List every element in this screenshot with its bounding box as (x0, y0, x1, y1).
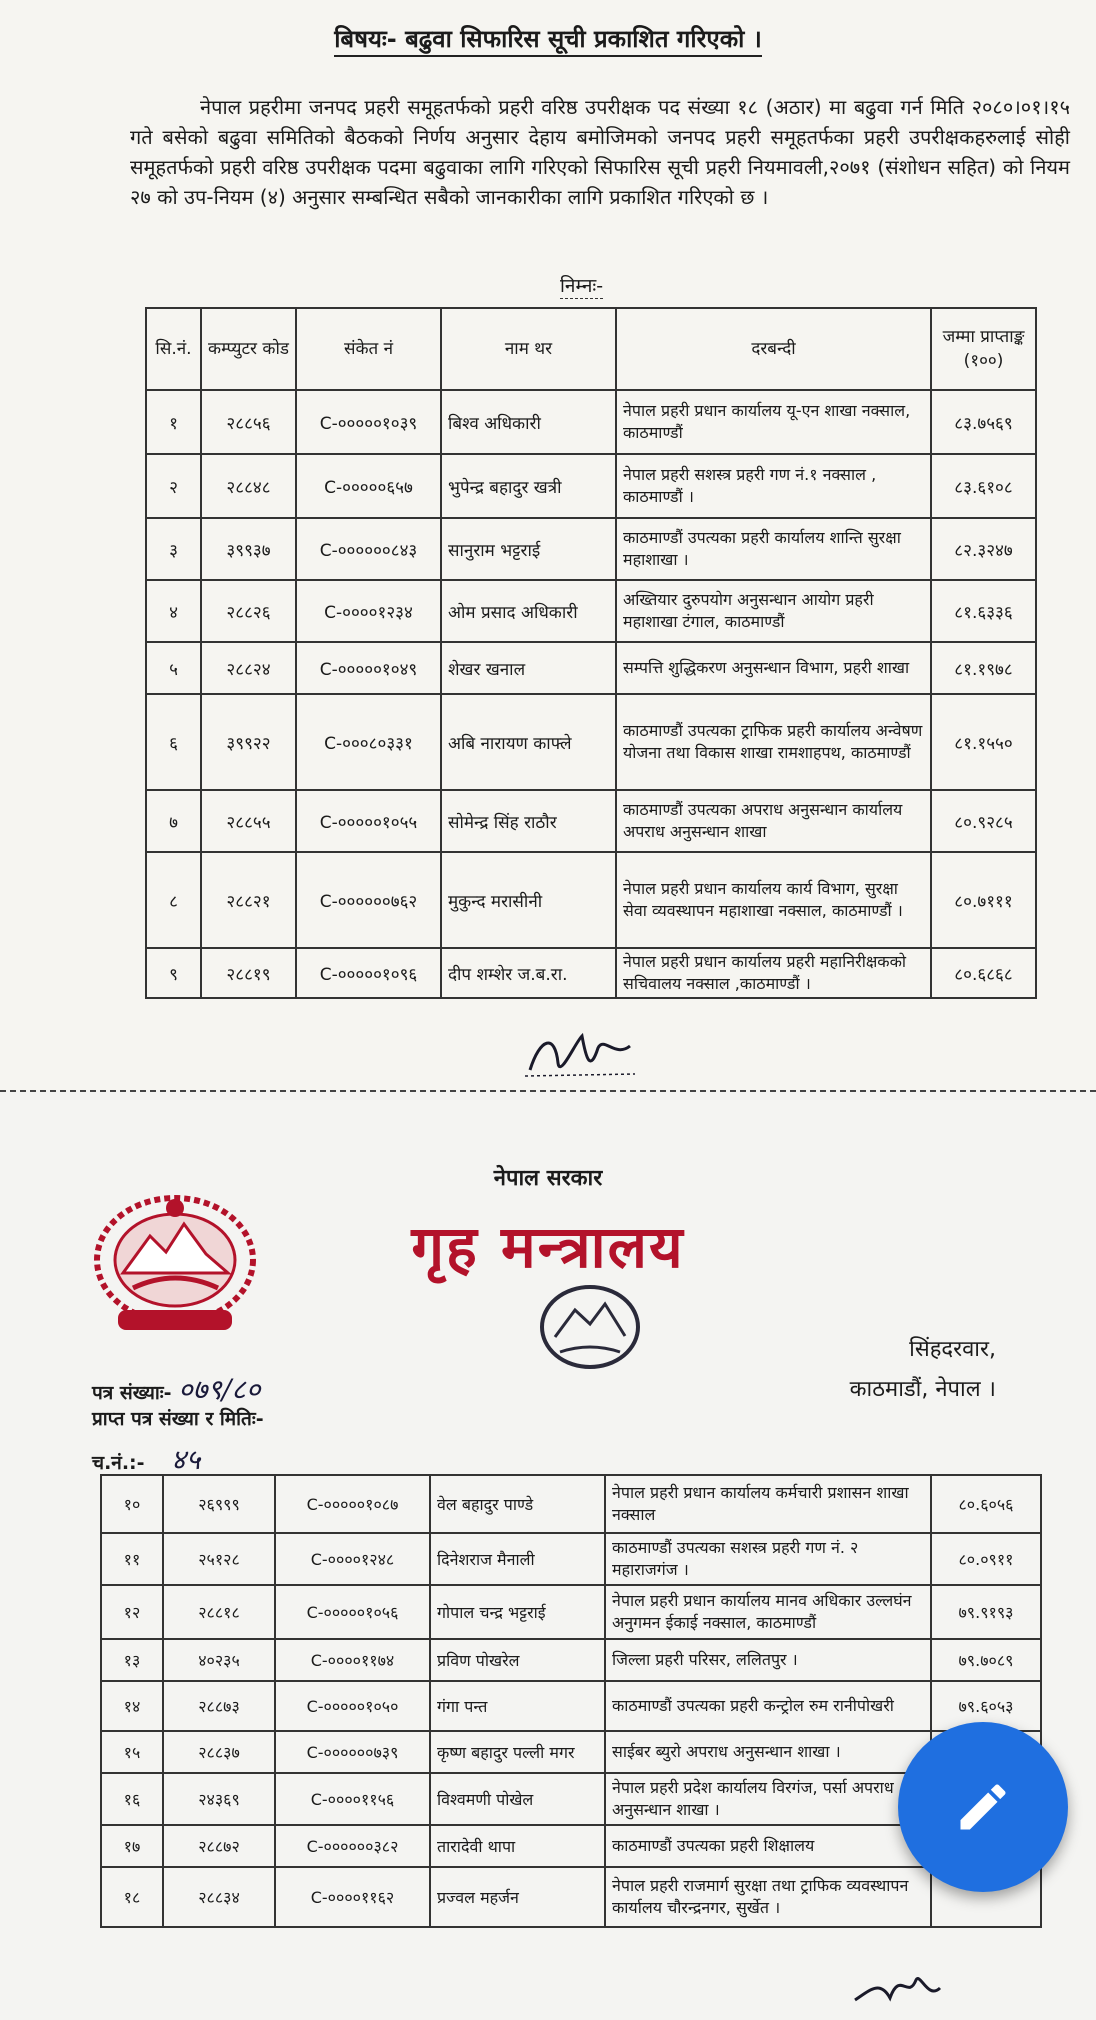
cell-symbol-no: C-०००८०३३१ (296, 694, 441, 790)
cell-computer-code: ३९९३७ (201, 518, 296, 580)
table-body-page2 (101, 1475, 1041, 1927)
address-line-1: सिंहदरवार, (909, 1337, 996, 1362)
cell-symbol-no: C-००००११५६ (275, 1773, 430, 1825)
header-score: जम्मा प्राप्ताङ्क (१००) (931, 308, 1036, 390)
cell-name: गोपाल चन्द्र भट्टराई (430, 1585, 605, 1639)
cell-post: नेपाल प्रहरी प्रधान कार्यालय मानव अधिकार उल्लघंन अनुगमन ईकाई नक्साल, काठमाण्डौं (605, 1585, 931, 1639)
cell-sn: १ (146, 390, 201, 454)
cell-computer-code: ४०२३५ (163, 1639, 275, 1681)
cell-symbol-no: C-००००००८४३ (296, 518, 441, 580)
cell-post: जिल्ला प्रहरी परिसर, ललितपुर । (605, 1639, 931, 1681)
recommendation-table-page2 (100, 1474, 1042, 1928)
cell-post: काठमाण्डौं उपत्यका ट्राफिक प्रहरी कार्यालय अन्वेषण योजना तथा विकास शाखा रामशाहपथ, काठमाण्डौं (616, 694, 931, 790)
cell-score: ८०.६०५६ (931, 1475, 1041, 1533)
cell-sn: ६ (146, 694, 201, 790)
table-row (146, 580, 1036, 642)
cell-score: ८१.१५५० (931, 694, 1036, 790)
cell-computer-code: २८८३४ (163, 1867, 275, 1927)
signature-2 (850, 1960, 970, 2010)
header-post: दरबन्दी (616, 308, 931, 390)
cell-symbol-no: C-००००१२४८ (275, 1533, 430, 1585)
cell-score: ७९.६०५३ (931, 1681, 1041, 1731)
cell-sn: ५ (146, 642, 201, 694)
cell-computer-code: २८८२४ (201, 642, 296, 694)
table-row (146, 390, 1036, 454)
received-letter-row (92, 1405, 264, 1431)
cell-computer-code: २८८१९ (201, 948, 296, 998)
cell-computer-code: २८८२१ (201, 852, 296, 948)
cell-computer-code: २८८७३ (163, 1681, 275, 1731)
cell-score: ८०.६८६८ (931, 948, 1036, 998)
cell-name: प्रविण पोखरेल (430, 1639, 605, 1681)
header-name: नाम थर (441, 308, 616, 390)
cell-post: काठमाण्डौं उपत्यका प्रहरी शिक्षालय (605, 1825, 931, 1867)
dispatch-number-label: च.नं.:- (92, 1452, 145, 1474)
signature-1 (520, 1018, 640, 1088)
cell-post: साईबर ब्युरो अपराध अनुसन्धान शाखा । (605, 1731, 931, 1773)
table-row (101, 1639, 1041, 1681)
table-row (146, 790, 1036, 852)
cell-sn: १२ (101, 1585, 163, 1639)
cell-sn: ९ (146, 948, 201, 998)
dispatch-number-value: ४५ (171, 1443, 201, 1476)
cell-computer-code: २६९९९ (163, 1475, 275, 1533)
cell-symbol-no: C-००००००७६२ (296, 852, 441, 948)
letter-number-label: पत्र संख्याः- (92, 1382, 172, 1404)
cell-post: नेपाल प्रहरी प्रधान कार्यालय कर्मचारी प्रशासन शाखा नक्साल (605, 1475, 931, 1533)
cell-post: नेपाल प्रहरी प्रधान कार्यालय कार्य विभाग, सुरक्षा सेवा व्यवस्थापन महाशाखा नक्साल, काठमाण्डौं । (616, 852, 931, 948)
letter-number-row (92, 1370, 260, 1408)
header-symbol-no: संकेत नं (296, 308, 441, 390)
cell-computer-code: २५१२८ (163, 1533, 275, 1585)
table-row (146, 694, 1036, 790)
letter-number-value: ०७९/८० (178, 1373, 261, 1406)
cell-post: नेपाल प्रहरी राजमार्ग सुरक्षा तथा ट्राफिक व्यवस्थापन कार्यालय चौरन्द्रनगर, सुर्खेत । (605, 1867, 931, 1927)
dispatch-number-row (92, 1440, 200, 1478)
cell-symbol-no: C-००००००३८२ (275, 1825, 430, 1867)
cell-name: तारादेवी थापा (430, 1825, 605, 1867)
ministry-stamp-icon (520, 1272, 700, 1412)
cell-computer-code: २८८५६ (201, 390, 296, 454)
cell-symbol-no: C-००००११७४ (275, 1639, 430, 1681)
cell-symbol-no: C-०००००१०३९ (296, 390, 441, 454)
cell-post: नेपाल प्रहरी प्रदेश कार्यालय विरगंज, पर्सा अपराध अनुसन्धान शाखा । (605, 1773, 931, 1825)
cell-score: ८२.३२४७ (931, 518, 1036, 580)
cell-name: मुकुन्द मरासीनी (441, 852, 616, 948)
address-line-2: काठमाडौं, नेपाल । (849, 1377, 996, 1402)
recommendation-table-page1 (145, 307, 1037, 999)
cell-name: अबि नारायण काफ्ले (441, 694, 616, 790)
cell-symbol-no: C-०००००१०५६ (275, 1585, 430, 1639)
cell-score: ८१.१९७८ (931, 642, 1036, 694)
header-computer-code: कम्प्युटर कोड (201, 308, 296, 390)
received-letter-label: प्राप्त पत्र संख्या र मितिः- (92, 1408, 264, 1430)
cell-sn: २ (146, 454, 201, 518)
cell-score: ७९.७०८९ (931, 1639, 1041, 1681)
government-label: नेपाल सरकार (493, 1166, 603, 1191)
table-row (101, 1475, 1041, 1533)
cell-computer-code: २८८४८ (201, 454, 296, 518)
table-row (146, 518, 1036, 580)
cell-post: नेपाल प्रहरी प्रधान कार्यालय प्रहरी महानिरीक्षकको सचिवालय नक्साल ,काठमाण्डौं । (616, 948, 931, 998)
cell-sn: १६ (101, 1773, 163, 1825)
cell-symbol-no: C-००००१२३४ (296, 580, 441, 642)
following-label: निम्नः- (560, 272, 603, 299)
cell-post: सम्पत्ति शुद्धिकरण अनुसन्धान विभाग, प्रहरी शाखा (616, 642, 931, 694)
cell-symbol-no: C-००००११६२ (275, 1867, 430, 1927)
cell-score: ८०.७१११ (931, 852, 1036, 948)
table-row (101, 1825, 1041, 1867)
cell-post: काठमाण्डौं उपत्यका अपराध अनुसन्धान कार्यालय अपराध अनुसन्धान शाखा (616, 790, 931, 852)
cell-computer-code: २८८३७ (163, 1731, 275, 1773)
cell-symbol-no: C-०००००१०५० (275, 1681, 430, 1731)
cell-score: ८३.६१०८ (931, 454, 1036, 518)
cell-computer-code: २८८७२ (163, 1825, 275, 1867)
cell-name: ओम प्रसाद अधिकारी (441, 580, 616, 642)
cell-sn: ४ (146, 580, 201, 642)
cell-symbol-no: C-०००००१०४९ (296, 642, 441, 694)
notice-paragraph: नेपाल प्रहरीमा जनपद प्रहरी समूहतर्फको प्रहरी वरिष्ठ उपरीक्षक पद संख्या १८ (अठार) मा बढुवा गर्न मिति २०८०।०१।१५ गते बसेको बढुवा समितिको बैठकको निर्णय अनुसार देहाय बमोजिमको जनपद प्रहरी समूहतर्फका प्रहरी उपरीक्षकहरुलाई सोही समूहतर्फको प्रहरी वरिष्ठ उपरीक्षक पदमा बढुवाका लागि गरिएको सिफारिस सूची प्रहरी नियमावली,२०७१ (संशोधन सहित) को नियम २७ को उप-नियम (४) अनुसार सम्बन्धित सबैको जानकारीका लागि प्रकाशित गरिएको छ । (130, 95, 1070, 209)
table-row (146, 852, 1036, 948)
cell-symbol-no: C-०००००१०९६ (296, 948, 441, 998)
cell-sn: ८ (146, 852, 201, 948)
cell-score: ८०.९२८५ (931, 790, 1036, 852)
cell-name: दिनेशराज मैनाली (430, 1533, 605, 1585)
table-body-page1 (146, 390, 1036, 998)
cell-computer-code: २८८२६ (201, 580, 296, 642)
cell-name: बिश्व अधिकारी (441, 390, 616, 454)
cell-name: सानुराम भट्टराई (441, 518, 616, 580)
cell-sn: १० (101, 1475, 163, 1533)
cell-computer-code: ३९९२२ (201, 694, 296, 790)
cell-symbol-no: C-०००००६५७ (296, 454, 441, 518)
cell-name: सोमेन्द्र सिंह राठौर (441, 790, 616, 852)
cell-name: दीप शम्शेर ज.ब.रा. (441, 948, 616, 998)
table-row (101, 1533, 1041, 1585)
cell-name: भुपेन्द्र बहादुर खत्री (441, 454, 616, 518)
cell-name: वेल बहादुर पाण्डे (430, 1475, 605, 1533)
cell-score: ८३.७५६९ (931, 390, 1036, 454)
cell-symbol-no: C-०००००१०५५ (296, 790, 441, 852)
cell-sn: १८ (101, 1867, 163, 1927)
cell-name: शेखर खनाल (441, 642, 616, 694)
table-row (146, 948, 1036, 998)
table-row (146, 454, 1036, 518)
cell-computer-code: २४३६९ (163, 1773, 275, 1825)
cell-symbol-no: C-००००००७३९ (275, 1731, 430, 1773)
table-row (101, 1867, 1041, 1927)
cell-score: ७९.९१९३ (931, 1585, 1041, 1639)
cell-name: गंगा पन्त (430, 1681, 605, 1731)
cell-name: विश्वमणी पोखेल (430, 1773, 605, 1825)
table-row (146, 642, 1036, 694)
table-row (101, 1681, 1041, 1731)
edit-fab-button[interactable] (898, 1722, 1068, 1892)
table-row (101, 1731, 1041, 1773)
cell-post: नेपाल प्रहरी सशस्त्र प्रहरी गण नं.१ नक्साल , काठमाण्डौं । (616, 454, 931, 518)
cell-score: ८१.६३३६ (931, 580, 1036, 642)
header-sn: सि.नं. (146, 308, 201, 390)
ministry-address (850, 1330, 996, 1410)
cell-name: प्रज्वल महर्जन (430, 1867, 605, 1927)
cell-post: काठमाण्डौं उपत्यका सशस्त्र प्रहरी गण नं. २ महाराजगंज । (605, 1533, 931, 1585)
table-row (101, 1585, 1041, 1639)
cell-post: नेपाल प्रहरी प्रधान कार्यालय यू-एन शाखा नक्साल, काठमाण्डौं (616, 390, 931, 454)
cell-sn: ३ (146, 518, 201, 580)
pencil-edit-icon (953, 1777, 1013, 1837)
cell-sn: ११ (101, 1533, 163, 1585)
cell-post: अख्तियार दुरुपयोग अनुसन्धान आयोग प्रहरी महाशाखा टंगाल, काठमाण्डौं (616, 580, 931, 642)
cell-post: काठमाण्डौं उपत्यका प्रहरी कार्यालय शान्ति सुरक्षा महाशाखा । (616, 518, 931, 580)
cell-name: कृष्ण बहादुर पल्ली मगर (430, 1731, 605, 1773)
page-divider (0, 1090, 1096, 1094)
cell-symbol-no: C-०००००१०८७ (275, 1475, 430, 1533)
cell-sn: ७ (146, 790, 201, 852)
cell-computer-code: २८८५५ (201, 790, 296, 852)
cell-post: काठमाण्डौं उपत्यका प्रहरी कन्ट्रोल रुम रानीपोखरी (605, 1681, 931, 1731)
subject-line: बिषयः- बढुवा सिफारिस सूची प्रकाशित गरिएको । (0, 22, 1096, 55)
nepal-emblem-icon (88, 1188, 263, 1348)
cell-sn: १७ (101, 1825, 163, 1867)
cell-sn: १४ (101, 1681, 163, 1731)
cell-computer-code: २८८१८ (163, 1585, 275, 1639)
cell-score: ८०.०९११ (931, 1533, 1041, 1585)
cell-sn: १५ (101, 1731, 163, 1773)
ministry-title: गृह मन्त्रालय (411, 1213, 685, 1281)
cell-sn: १३ (101, 1639, 163, 1681)
